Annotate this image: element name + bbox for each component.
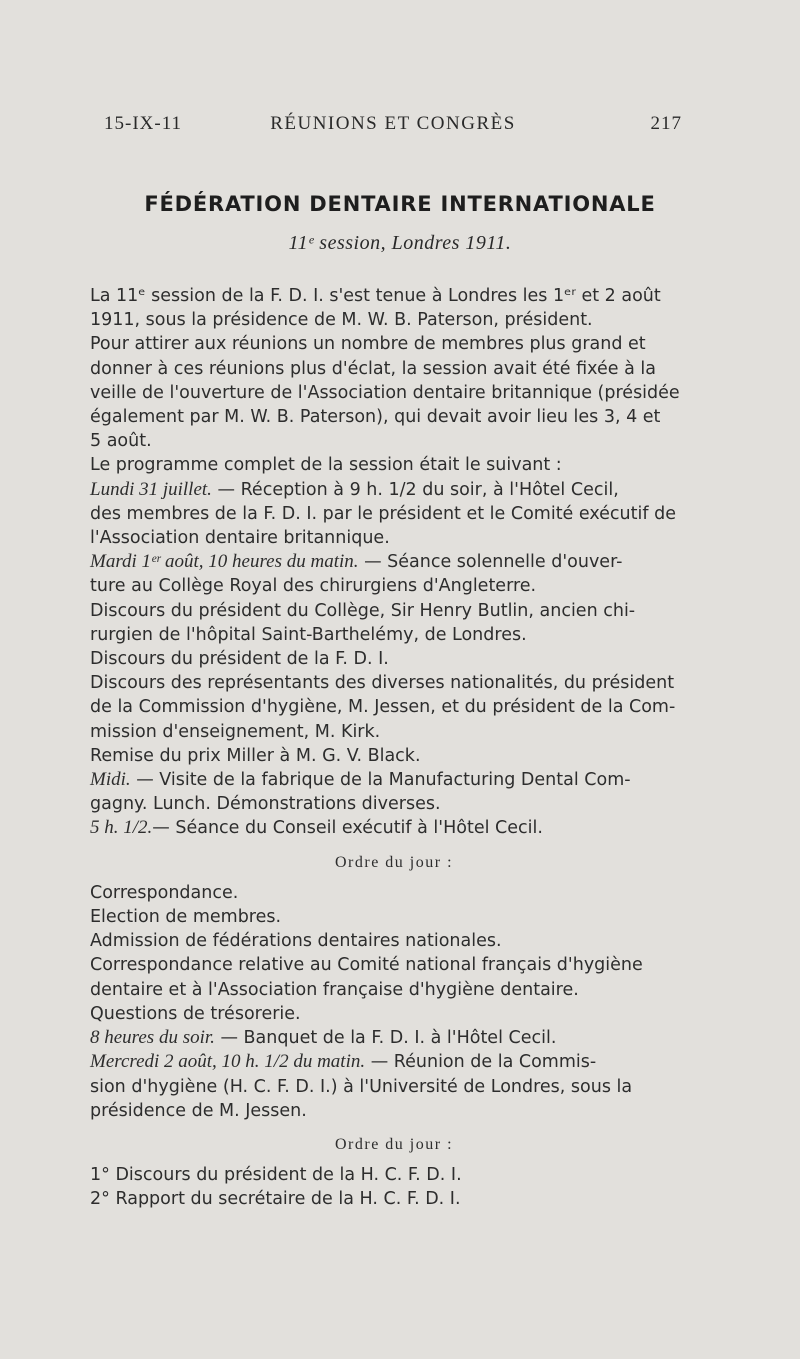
text-fragment: — Visite de la fabrique de la Manufacturing Dental Com- [130, 770, 631, 791]
text-fragment: — Banquet de la F. D. I. à l'Hôtel Cecil. [214, 1028, 557, 1049]
text-line: Correspondance relative au Comité national français d'hygiène [90, 955, 643, 976]
text-line: La 11ᵉ session de la F. D. I. s'est tenue à Londres les 1ᵉʳ et 2 août [90, 286, 661, 306]
text-line: Discours du président du Collège, Sir Henry Butlin, ancien chi- [90, 600, 636, 621]
text-line: 1911, sous la présidence de M. W. B. Paterson, président. [90, 310, 593, 331]
text-line: 2° Rapport du secrétaire de la H. C. F. D. I. [90, 1189, 461, 1210]
text-line [90, 1050, 698, 1074]
text-line [90, 1026, 698, 1050]
page-number: 217 [650, 113, 682, 134]
text-line: 1° Discours du président de la H. C. F. D. I. [90, 1165, 462, 1186]
text-line: Discours du président de la F. D. I. [90, 649, 389, 670]
text-line [90, 478, 698, 502]
text-line [90, 816, 698, 840]
text-line: des membres de la F. D. I. par le président et le Comité exécutif de [90, 503, 676, 524]
text-line [90, 550, 698, 574]
time-heading: 5 h. 1/2. [90, 817, 153, 839]
time-heading: 8 heures du soir. [90, 1027, 215, 1049]
date-heading: Mercredi 2 août, 10 h. 1/2 du matin. [90, 1051, 366, 1073]
text-line: Pour attirer aux réunions un nombre de membres plus grand et [90, 334, 646, 355]
text-line: l'Association dentaire britannique. [90, 528, 390, 549]
text-line: 5 août. [90, 431, 152, 452]
article-subtitle: 11ᵉ session, Londres 1911. [288, 232, 512, 254]
text-fragment: — Séance solennelle d'ouver- [358, 552, 623, 573]
text-line [90, 768, 698, 792]
running-head [104, 113, 682, 143]
text-line: Remise du prix Miller à M. G. V. Black. [90, 745, 421, 766]
text-fragment: — Séance du Conseil exécutif à l'Hôtel Cecil. [152, 818, 543, 839]
text-line: Admission de fédérations dentaires nationales. [90, 931, 502, 952]
date-heading: Mardi 1ᵉʳ août, 10 heures du matin. [90, 551, 359, 573]
text-line: Questions de trésorerie. [90, 1003, 301, 1024]
agenda-heading: Ordre du jour : [334, 853, 454, 871]
text-line: Le programme complet de la session était le suivant : [90, 455, 562, 476]
text-line: mission d'enseignement, M. Kirk. [90, 721, 381, 742]
text-fragment: — Réunion de la Commis- [365, 1052, 597, 1073]
text-line: également par M. W. B. Paterson), qui devait avoir lieu les 3, 4 et [90, 407, 661, 428]
text-line: Discours des représentants des diverses nationalités, du président [90, 673, 675, 694]
issue-date: 15-IX-11 [104, 113, 182, 134]
text-line: de la Commission d'hygiène, M. Jessen, et du président de la Com- [90, 697, 676, 718]
text-line: sion d'hygiène (H. C. F. D. I.) à l'Université de Londres, sous la [90, 1076, 633, 1097]
text-line: dentaire et à l'Association française d'hygiène dentaire. [90, 979, 579, 1000]
text-line: ture au Collège Royal des chirurgiens d'Angleterre. [90, 576, 537, 597]
text-line: présidence de M. Jessen. [90, 1100, 307, 1121]
agenda-heading: Ordre du jour : [334, 1135, 454, 1153]
time-heading: Midi. [90, 769, 131, 791]
article-body [90, 284, 698, 1212]
text-line: veille de l'ouverture de l'Association dentaire britannique (présidée [90, 382, 680, 403]
text-line: donner à ces réunions plus d'éclat, la session avait été fixée à la [90, 358, 656, 379]
text-fragment: — Réception à 9 h. 1/2 du soir, à l'Hôtel Cecil, [211, 479, 619, 500]
section-header: RÉUNIONS ET CONGRÈS [270, 113, 516, 134]
text-line: Election de membres. [90, 907, 282, 928]
text-line: Correspondance. [90, 882, 239, 903]
text-line: gagny. Lunch. Démonstrations diverses. [90, 794, 441, 815]
text-line: rurgien de l'hôpital Saint-Barthelémy, de Londres. [90, 624, 527, 645]
article-title: FÉDÉRATION DENTAIRE INTERNATIONALE [144, 192, 656, 216]
date-heading: Lundi 31 juillet. [90, 478, 212, 500]
